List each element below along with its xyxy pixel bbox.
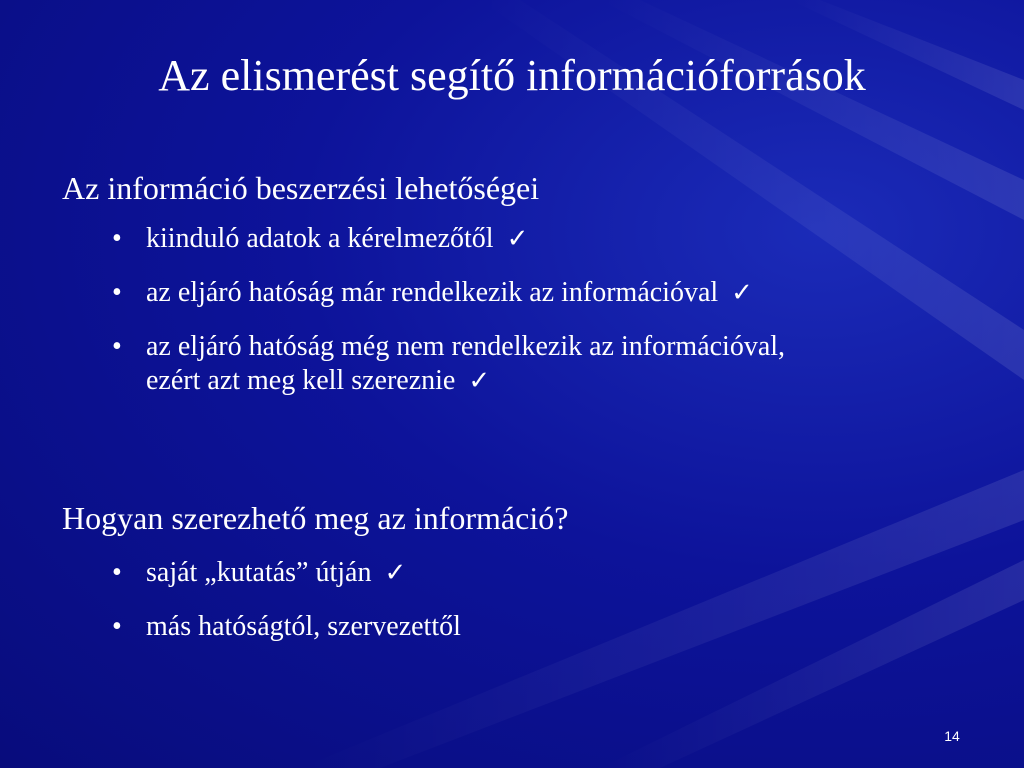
list-item-text: az eljáró hatóság még nem rendelkezik az információval, ezért azt meg kell szereznie: [146, 331, 786, 396]
checkmark-icon: ✓: [468, 366, 491, 395]
bullet-list-sources: [112, 222, 826, 418]
list-item: [112, 222, 826, 256]
page-number: 14: [944, 728, 960, 744]
bullet-list-how: [112, 556, 461, 664]
list-item: [112, 610, 461, 644]
list-item-text: más hatóságtól, szervezettől: [146, 611, 461, 642]
list-item-text: kiinduló adatok a kérelmezőtől: [146, 223, 494, 254]
list-item-text: az eljáró hatóság már rendelkezik az információval: [146, 277, 719, 308]
section-heading-sources: Az információ beszerzési lehetőségei: [62, 170, 540, 206]
checkmark-icon: ✓: [506, 224, 529, 253]
list-item: [112, 330, 826, 398]
list-item-text: saját „kutatás” útján: [146, 557, 372, 588]
section-heading-how: Hogyan szerezhető meg az információ?: [62, 500, 569, 536]
bullet-icon: •: [112, 223, 122, 254]
checkmark-icon: ✓: [384, 558, 407, 587]
bullet-icon: •: [112, 331, 122, 362]
list-item: [112, 556, 461, 590]
slide-title: Az elismerést segítő információforrások: [158, 51, 866, 100]
checkmark-icon: ✓: [731, 278, 753, 307]
bullet-icon: •: [112, 557, 122, 588]
bullet-icon: •: [112, 611, 122, 642]
list-item: [112, 276, 826, 310]
bullet-icon: •: [112, 277, 122, 308]
